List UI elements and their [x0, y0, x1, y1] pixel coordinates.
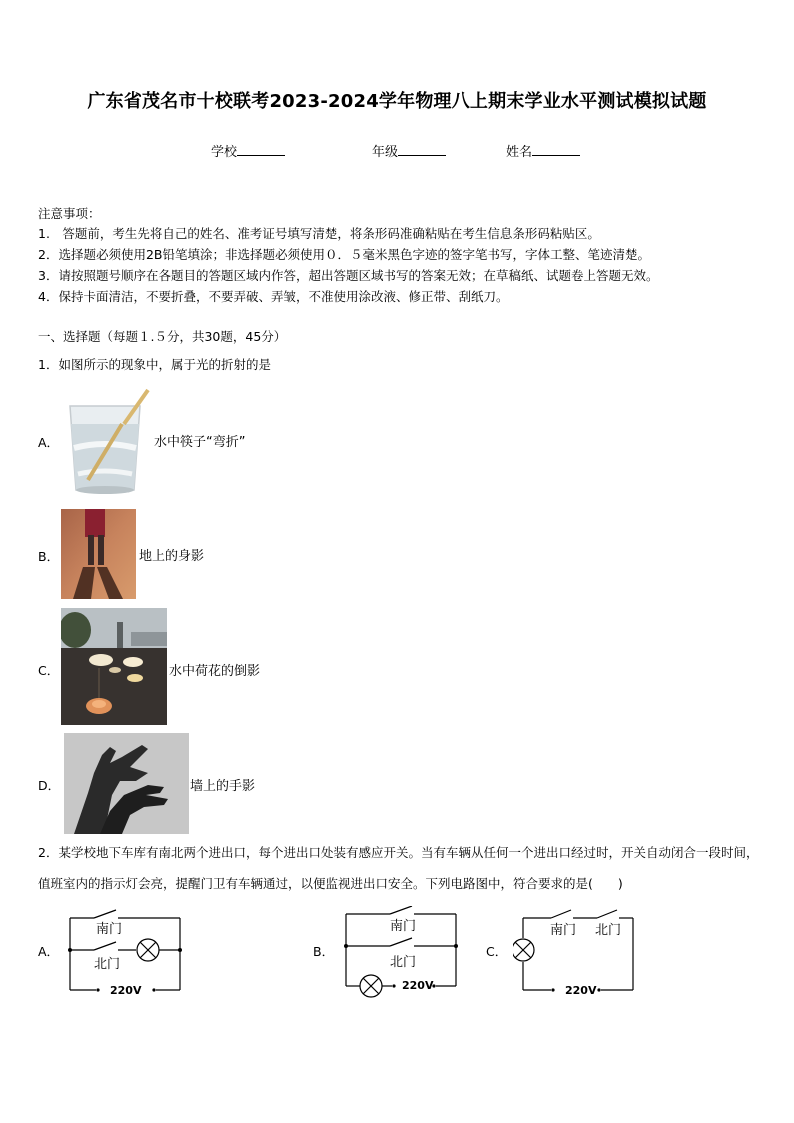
- name-blank: [532, 143, 580, 156]
- q1-option-b-letter: B．: [38, 549, 60, 564]
- voltage-label: 220V: [110, 984, 142, 996]
- school-field: [211, 141, 285, 160]
- q2-option-a-letter: A．: [38, 944, 60, 959]
- q1-option-b-caption: 地上的身影: [139, 549, 205, 564]
- voltage-label: 220V: [565, 984, 597, 996]
- grade-blank: [398, 143, 446, 156]
- north-gate-label: 北门: [94, 957, 121, 972]
- lotus-reflection-image: [61, 608, 167, 725]
- south-gate-label: 南门: [390, 919, 417, 934]
- section-heading: 一、选择题（每题１.５分，共30题，45分）: [38, 329, 287, 344]
- q1-option-a-caption: 水中筷子“弯折”: [154, 435, 246, 450]
- q2-option-c-letter: C．: [486, 944, 508, 959]
- question-2-stem: 2．某学校地下车库有南北两个进出口，每个进出口处装有感应开关。当有车辆从任何一个进出口经过时，开关自动闭合一段时间，值班室内的指示灯会亮，提醒门卫有车辆通过，以便监视进出口安全。下列电路图中，符合要求的是( ): [38, 845, 759, 891]
- q1-option-c-caption: 水中荷花的倒影: [169, 664, 261, 679]
- note-item: 3．请按照题号顺序在各题目的答题区域内作答，超出答题区域书写的答案无效；在草稿纸、试题卷上答题无效。: [38, 268, 659, 283]
- question-1-stem: 1．如图所示的现象中，属于光的折射的是: [38, 357, 271, 372]
- school-blank: [237, 143, 285, 156]
- hand-shadow-image: [64, 733, 189, 834]
- note-item: 2．选择题必须使用2B铅笔填涂；非选择题必须使用０．５毫米黑色字迹的签字笔书写，字体工整、笔迹清楚。: [38, 247, 650, 262]
- q1-option-d-letter: D．: [38, 778, 61, 793]
- grade-field: [372, 141, 446, 160]
- notes-heading: 注意事项：: [38, 206, 101, 221]
- south-gate-label: 南门: [96, 922, 123, 937]
- q1-option-d-caption: 墙上的手影: [190, 779, 256, 794]
- q1-option-a-letter: A．: [38, 435, 60, 450]
- school-label: 学校: [211, 145, 238, 160]
- chopstick-in-water-image: [64, 388, 154, 496]
- shadow-on-ground-image: [61, 509, 136, 599]
- q1-option-c-letter: C．: [38, 663, 60, 678]
- south-gate-label: 南门: [550, 923, 577, 938]
- north-gate-label: 北门: [595, 923, 622, 938]
- name-label: 姓名: [506, 145, 533, 160]
- voltage-label: 220V: [402, 979, 434, 992]
- q2-option-b-letter: B．: [313, 944, 335, 959]
- circuit-diagram-a: [64, 906, 188, 996]
- page-title: 广东省茂名市十校联考2023-2024学年物理八上期末学业水平测试模拟试题: [87, 91, 707, 112]
- circuit-diagram-b: [340, 906, 464, 998]
- name-field: [506, 141, 580, 160]
- note-item: 1. 答题前，考生先将自己的姓名、准考证号填写清楚，将条形码准确粘贴在考生信息条形码粘贴区。: [38, 226, 600, 241]
- note-item: 4．保持卡面清洁，不要折叠，不要弄破、弄皱，不准使用涂改液、修正带、刮纸刀。: [38, 289, 509, 304]
- north-gate-label: 北门: [390, 955, 417, 970]
- grade-label: 年级: [372, 145, 399, 160]
- circuit-diagram-c: [513, 906, 637, 996]
